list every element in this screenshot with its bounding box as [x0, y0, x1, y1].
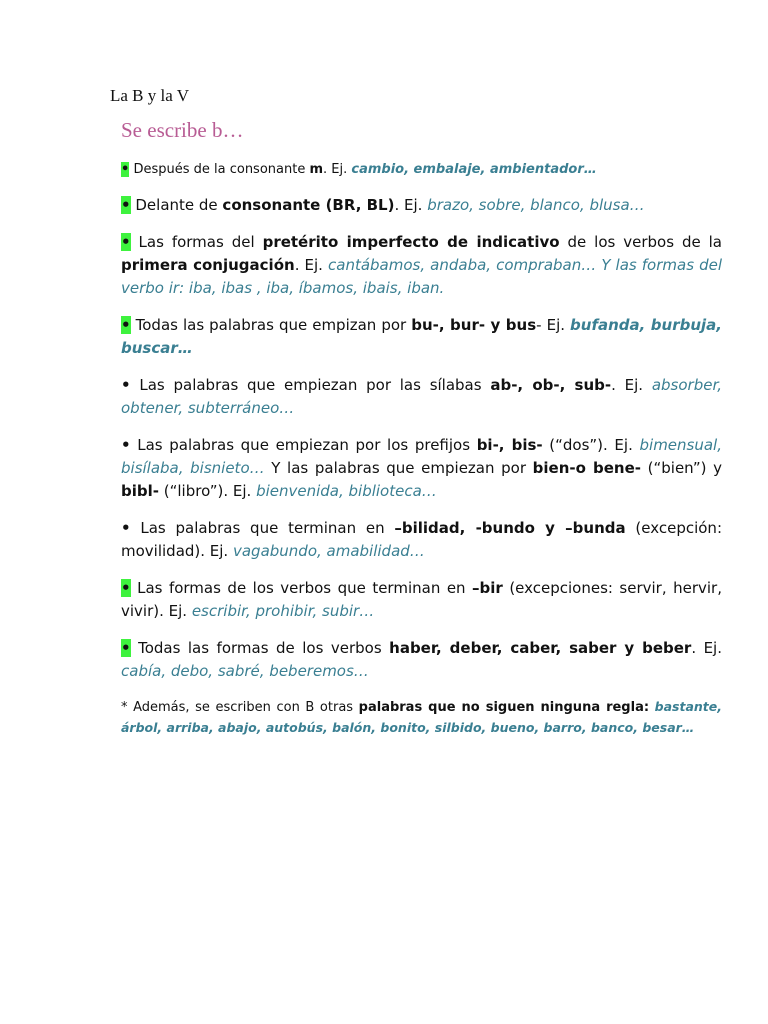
rule-item [121, 231, 722, 300]
bullet-icon: • [121, 162, 130, 177]
rule-text: . Ej. [294, 256, 328, 274]
rule-text: - Ej. [536, 316, 571, 334]
rule-examples: absorber, obtener, subterráneo… [121, 376, 723, 417]
rule-examples: bimensual, bisílaba, bisnieto… [121, 436, 722, 477]
document-title: La B y la V [110, 86, 190, 105]
rule-keyword: primera conjugación [121, 256, 295, 274]
rule-text: Todas las formas de los verbos [138, 639, 390, 657]
rule-item [121, 637, 722, 683]
bullet-icon: • [121, 316, 131, 334]
rule-keyword: m [309, 162, 324, 177]
section-subtitle: Se escribe b… [121, 118, 244, 142]
rule-item [121, 160, 722, 180]
rule-keyword: haber, deber, caber, saber y beber [389, 639, 692, 657]
rule-examples: cambio, embalaje, ambientador… [351, 162, 597, 177]
rule-text: Delante de [135, 196, 223, 214]
bullet-icon: • [121, 579, 131, 597]
note-paragraph [121, 697, 722, 739]
rule-keyword: –bilidad, -bundo y –bunda [394, 519, 626, 537]
rule-examples: brazo, sobre, blanco, blusa… [427, 196, 645, 214]
rule-text: Las palabras que empiezan por las sílabas [139, 376, 491, 394]
rule-text: . Ej. [394, 196, 428, 214]
rule-examples: escribir, prohibir, subir… [191, 602, 375, 620]
rule-text: . Ej. [323, 162, 352, 177]
rule-text: . Ej. [691, 639, 722, 657]
rule-text: Las palabras que terminan en [140, 519, 395, 537]
bullet-icon: • [121, 519, 131, 537]
rule-text: (excepción: movilidad). Ej. [121, 519, 722, 560]
rule-item [121, 577, 722, 623]
bullet-icon: • [121, 639, 131, 657]
rule-keyword: pretérito imperfecto de indicativo [262, 233, 560, 251]
rule-item [121, 374, 722, 420]
rule-text: Las formas del [138, 233, 263, 251]
rule-keyword: consonante (BR, BL) [222, 196, 395, 214]
rule-examples: cabía, debo, sabré, beberemos… [121, 662, 369, 680]
note-examples: bastante, árbol, arriba, abajo, autobús, balón, bonito, silbido, bueno, barro, banco, besar… [121, 699, 722, 735]
rule-keyword: ab-, ob-, sub- [490, 376, 612, 394]
rule-text: (excepciones: servir, hervir, vivir). Ej. [121, 579, 722, 620]
rule-text: (“bien”) y [641, 459, 723, 477]
bullet-icon: • [121, 196, 131, 214]
rule-keyword: bu-, bur- y bus [411, 316, 537, 334]
rule-text: Y las palabras que empiezan por [264, 459, 533, 477]
rule-keyword: –bir [472, 579, 503, 597]
rule-examples: vagabundo, amabilidad… [232, 542, 425, 560]
rule-item [121, 434, 722, 503]
bullet-icon: • [121, 376, 131, 394]
rule-text: Las palabras que empiezan por los prefijos [137, 436, 477, 454]
note-text: * Además, se escriben con B otras [121, 700, 359, 715]
rule-examples: cantábamos, andaba, compraban… Y las formas del verbo ir: iba, ibas , iba, íbamos, ibais, iban. [121, 256, 722, 297]
rule-keyword: bien-o bene- [532, 459, 641, 477]
rule-text: de los verbos de la [559, 233, 722, 251]
rule-keyword: bi-, bis- [476, 436, 543, 454]
rule-item [121, 314, 722, 360]
rule-examples: bufanda, burbuja, buscar… [121, 316, 722, 357]
rule-text: Todas las palabras que empizan por [135, 316, 412, 334]
rule-text: Después de la consonante [133, 162, 310, 177]
rule-text: Las formas de los verbos que terminan en [137, 579, 473, 597]
rule-keyword: bibl- [121, 482, 159, 500]
rule-text: (“dos”). Ej. [542, 436, 640, 454]
note-keyword: palabras que no siguen ninguna regla: [358, 700, 650, 715]
rules-list [121, 160, 722, 752]
rule-examples: bienvenida, biblioteca… [256, 482, 437, 500]
rule-text: . Ej. [611, 376, 652, 394]
rule-item [121, 517, 722, 563]
rule-text: (“libro”). Ej. [158, 482, 257, 500]
rule-item [121, 194, 722, 217]
bullet-icon: • [121, 233, 131, 251]
bullet-icon: • [121, 436, 131, 454]
